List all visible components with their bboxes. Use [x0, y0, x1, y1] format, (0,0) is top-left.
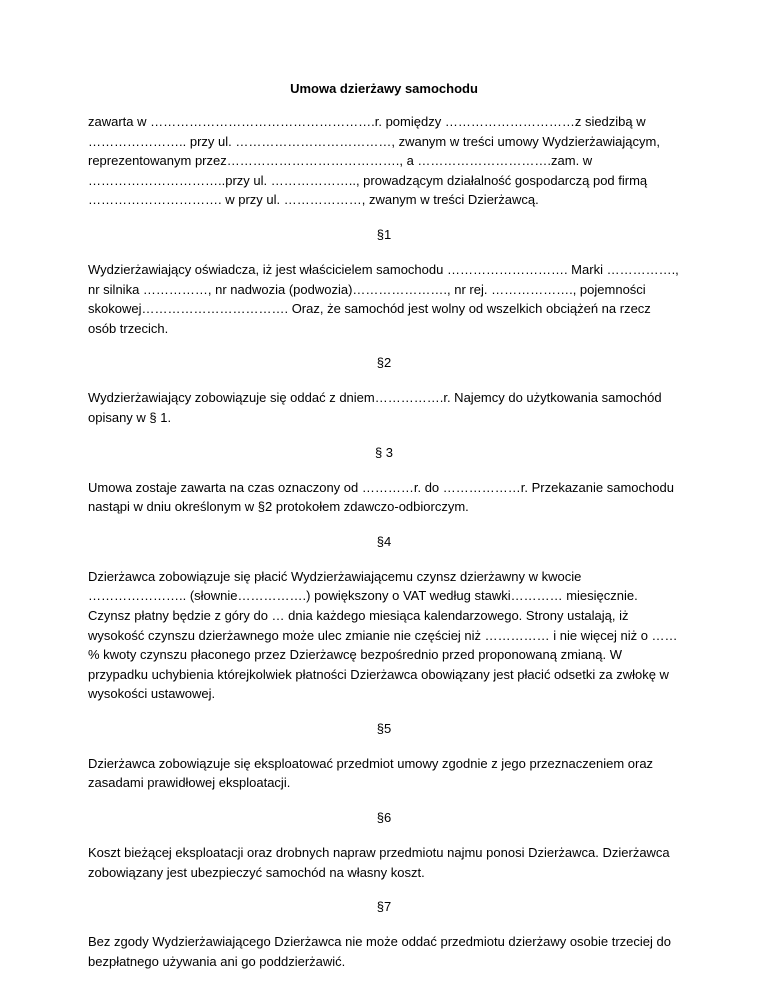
section-3-text: Umowa zostaje zawarta na czas oznaczony od …………r. do ………………r. Przekazanie samochodu nastąpi w dniu określonym w §2 protokołem zdawczo-odbiorczym. [88, 479, 674, 515]
section-3-mark: § 3 [374, 444, 394, 460]
section-4-mark: §4 [376, 533, 392, 549]
section-7-mark: §7 [376, 899, 392, 915]
section-2-mark: §2 [376, 355, 392, 371]
section-4-text: Dzierżawca zobowiązuje się płacić Wydzierżawiającemu czynsz dzierżawny w kwocie ………………….. (słownie…………….) powiększony o VAT według stawki………… miesięcznie. Czynsz płatny będzie z góry do … dnia każdego miesiąca kalendarzowego. Strony ustalają, iż wysokość czynszu dzierżawnego może ulec zmianie nie częściej niż …………… i nie więcej niż o …… % kwoty czynszu płaconego przez Dzierżawcę bezpośrednio przed proponowaną zmianą. W przypadku uchybienia którejkolwiek płatności Dzierżawca obowiązany jest płacić odsetki za zwłokę w wysokości ustawowej. [88, 568, 678, 702]
section-7-text: Bez zgody Wydzierżawiającego Dzierżawca nie może oddać przedmiotu dzierżawy osobie trzeciej do bezpłatnego używania ani go poddzierżawić. [88, 934, 671, 969]
section-6-text: Koszt bieżącej eksploatacji oraz drobnych napraw przedmiotu najmu ponosi Dzierżawca. Dzierżawca zobowiązany jest ubezpieczyć samochód na własny koszt. [88, 845, 670, 880]
section-5-mark: §5 [376, 720, 392, 736]
section-6-mark: §6 [376, 810, 392, 826]
section-1-mark: §1 [376, 226, 392, 242]
section-5-text: Dzierżawca zobowiązuje się eksploatować przedmiot umowy zgodnie z jego przeznaczeniem oraz zasadami prawidłowej eksploatacji. [88, 755, 654, 791]
section-1-text: Wydzierżawiający oświadcza, iż jest właścicielem samochodu ………………………. Marki ……………., nr silnika ……………, nr nadwozia (podwozia)…………………., nr rej. ………………., pojemności skokowej……………………………. Oraz, że samochód jest wolny od wszelkich obciążeń na rzecz osób trzecich. [88, 261, 679, 336]
document-title: Umowa dzierżawy samochodu [290, 81, 478, 96]
section-2-text: Wydzierżawiający zobowiązuje się oddać z dniem…………….r. Najemcy do użytkowania samochód opisany w § 1. [88, 390, 662, 425]
intro-paragraph: zawarta w …………………………………………….r. pomiędzy …………………………z siedzibą w ………………….. przy ul. ………………………………, zwanym w treści umowy Wydzierżawiającym, reprezentowanym przez…………………………………., a ………………………….zam. w …………………………..przy ul. ……………….., prowadzącym działalność gospodarczą pod firmą …………………………. w przy ul. ………………, zwanym w treści Dzierżawcą. [88, 114, 660, 208]
